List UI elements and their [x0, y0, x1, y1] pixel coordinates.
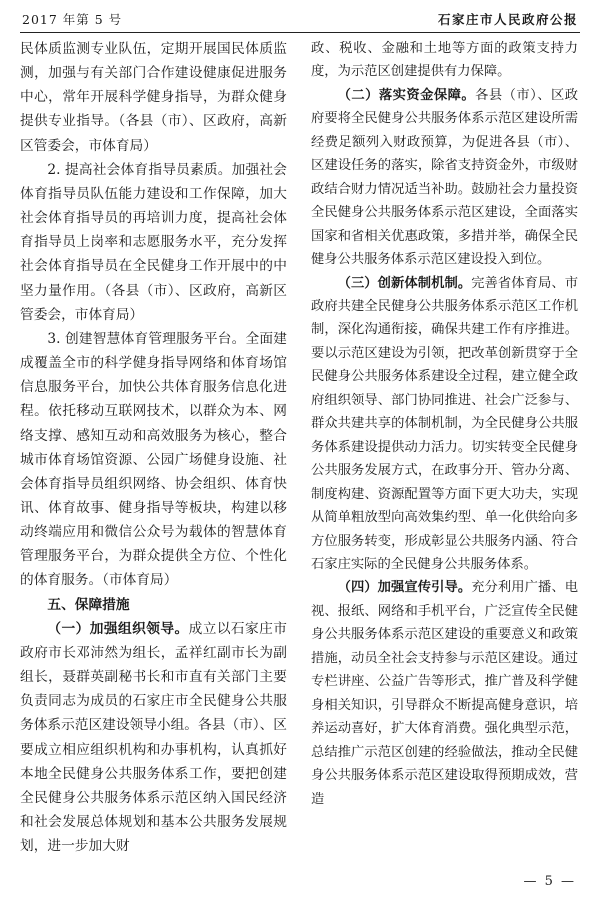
page-number: — 5 —: [523, 874, 576, 889]
paragraph-2: 2. 提高社会体育指导员素质。加强社会体育指导员队伍能力建设和工作保障，加大社会体育指导员的再培训力度，提高社会体育指导员上岗率和志愿服务水平，充分发挥社会体育指导员在全民健身工作开展中的中坚力量作用。（各县（市）、区政府，高新区管委会，市体育局）: [20, 161, 287, 323]
paragraph-4-text: 成立以石家庄市政府市长邓沛然为组长，孟祥红副市长为副组长，聂群英副秘书长和市直有关部门主要负责同志为成员的石家庄市全民健身公共服务体系示范区建设领导小组。各县（市）、区要成立相应组织机构和办事机构，认真抓好本地全民健身公共服务体系工作，要把创建全民健身公共服务体系示范区纳入国民经济和社会发展总体规划和基本公共服务发展规划，进一步加大财: [20, 620, 287, 855]
paragraph-6-label: （三）创新体制机制。: [337, 275, 472, 291]
paragraph-6-text: 完善省体育局、市政府共建全民健身公共服务体系示范区工作机制，深化沟通衔接，确保共建工作有序推进。要以示范区建设为引领，把改革创新贯穿于全民健身公共服务体系建设全过程，建立健全政府组织领导、部门协同推进、社会广泛参与、群众共建共享的体制机制，为全民健身公共服务体系建设提供动力活力。切实转变全民健身公共服务发展方式，在政事分开、管办分离、制度构建、资源配置等方面下更大功夫，实现从简单粗放型向高效集约型、单一化供给向多方位服务转变，形成彰显公共服务内涵、符合石家庄实际的全民健身公共服务体系。: [311, 275, 578, 572]
paragraph-7-text: 充分利用广播、电视、报纸、网络和手机平台，广泛宣传全民健身公共服务体系示范区建设的重要意义和政策措施，动员全社会支持参与示范区建设。通过专栏讲座、公益广告等形式，推广普及科学健身相关知识，引导群众不断提高健身意识，培养运动喜好，扩大体育消费。强化典型示范，总结推广示范区创建的经验做法，推动全民健身公共服务体系示范区建设取得预期成效，营造: [311, 580, 578, 807]
paragraph-5: [311, 84, 578, 272]
publication-title: 石家庄市人民政府公报: [437, 12, 578, 27]
section-heading: 五、保障措施: [47, 596, 130, 613]
paragraph-continued: 政、税收、金融和土地等方面的政策支持力度，为示范区创建提供有力保障。: [311, 41, 578, 80]
paragraph-5-text: 各县（市）、区政府要将全民健身公共服务体系示范区建设所需经费足额列入财政预算，为促进各县（市）、区建设任务的落实，除省支持资金外，市级财政结合财力情况适当补助。鼓励社会力量投资全民健身公共服务体系示范区建设，全面落实国家和省相关优惠政策，多措并举，确保全民健身公共服务体系示范区建设投入到位。: [311, 87, 578, 268]
left-column: [20, 37, 287, 858]
paragraph-3: 3. 创建智慧体育管理服务平台。全面建成覆盖全市的科学健身指导网络和体育场馆信息服务平台，加快公共体育服务信息化进程。依托移动互联网技术，以群众为本、网络支撑、感知互动和高效服务为核心，整合城市体育场馆资源、公园广场健身设施、社会体育指导员组织网络、协会组织、体育快讯、体育故事、健身指导等板块，构建以移动终端应用和微信公众号为载体的智慧体育管理服务平台，为群众提供全方位、个性化的体育服务。（市体育局）: [20, 330, 287, 589]
paragraph-7: [311, 576, 578, 811]
paragraph-4: [20, 617, 287, 859]
paragraph-4-label: （一）加强组织领导。: [47, 620, 189, 637]
page-header: [20, 8, 580, 33]
issue-label: 2017 年第 5 号: [22, 12, 123, 27]
paragraph-5-label: （二）落实资金保障。: [337, 87, 476, 103]
paragraph-6: [311, 272, 578, 577]
paragraph-continued: 民体质监测专业队伍，定期开展国民体质监测，加强与有关部门合作建设健康促进服务中心，常年开展科学健身指导，为群众健身提供专业指导。（各县（市）、区政府，高新区管委会，市体育局）: [20, 41, 287, 154]
paragraph-7-label: （四）加强宣传引导。: [337, 580, 472, 596]
right-column: [311, 37, 578, 811]
